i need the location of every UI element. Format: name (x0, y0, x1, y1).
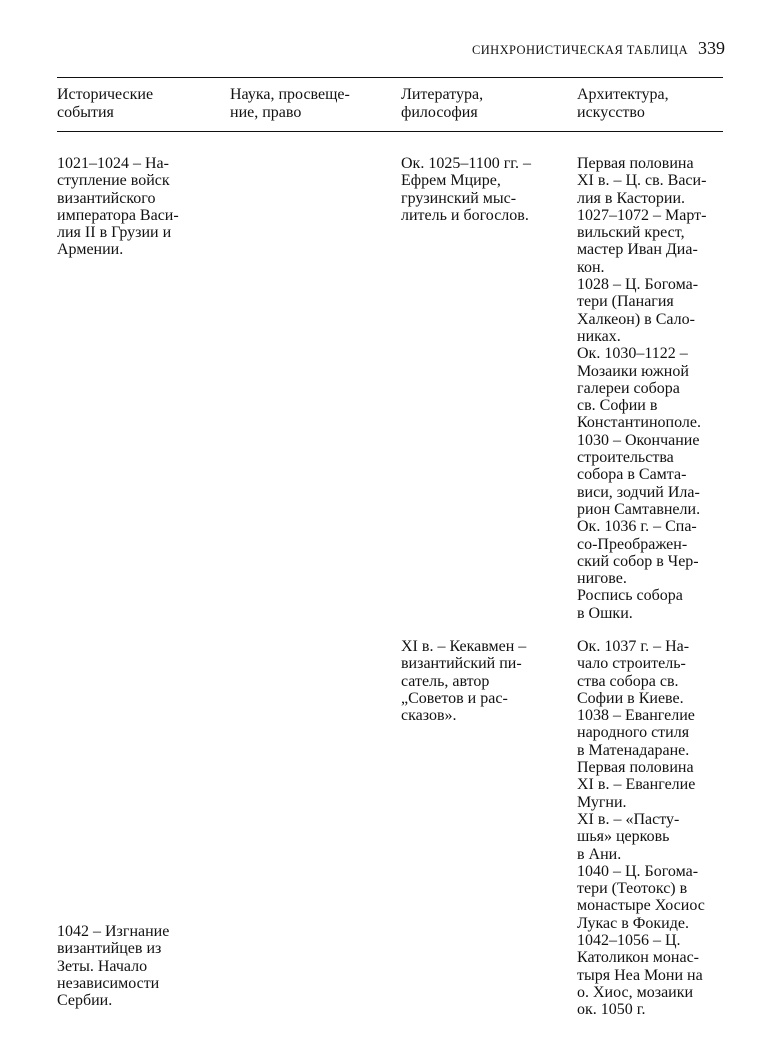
header-science-education-law: Наука, просвеще- ние, право (230, 86, 350, 121)
running-head-title: СИНХРОНИСТИЧЕСКАЯ ТАБЛИЦА (472, 43, 688, 57)
architecture-entry: Первая половина XI в. – Ц. св. Васи- лия в Кастории. 1027–1072 – Март- вильский крест, мастер Иван Диа- кон. 1028 – Ц. Богома- тери (Панагия Халкеон) в Сало- никах. Ок. 1030–1122 – Мозаики южной галереи собора св. Софии в Константинополе. 1030 – Окончание строительства собора в Самта- виси, зодчий Ила- рион Самтавнели. Ок. 1036 г. – Спа- со-Преображен- ский собор в Чер- нигове. Роспись собора в Ошки. (577, 155, 707, 622)
literature-entry: XI в. – Кекавмен – византийский пи- сатель, автор „Советов и рас- сказов». (401, 638, 527, 725)
architecture-entry: Ок. 1037 г. – На- чало строитель- ства собора св. Софии в Киеве. 1038 – Евангелие народного стиля в Матенадаране. Первая половина XI в. – Евангелие Мугни. XI в. – «Пасту- шья» церковь в Ани. 1040 – Ц. Богома- тери (Теотокс) в монастыре Хосиос Лукас в Фокиде. 1042–1056 – Ц. Католикон монас- тыря Неа Мони на о. Хиос, мозаики ок. 1050 г. (577, 638, 705, 1019)
history-entry: 1021–1024 – На- ступление войск византийского императора Васи- лия II в Грузии и Армении. (57, 155, 179, 259)
table-header-rule (57, 131, 723, 132)
header-architecture-art: Архитектура, искусство (577, 86, 669, 121)
header-literature-philosophy: Литература, философия (401, 86, 484, 121)
header-historical-events: Исторические события (57, 86, 154, 121)
table-top-rule (57, 77, 723, 78)
history-entry: 1042 – Изгнание византийцев из Зеты. Начало независимости Сербии. (57, 923, 170, 1010)
literature-entry: Ок. 1025–1100 гг. – Ефрем Мцире, грузинский мыс- литель и богослов. (401, 155, 532, 224)
running-head (438, 38, 725, 58)
page-number: 339 (698, 38, 725, 58)
